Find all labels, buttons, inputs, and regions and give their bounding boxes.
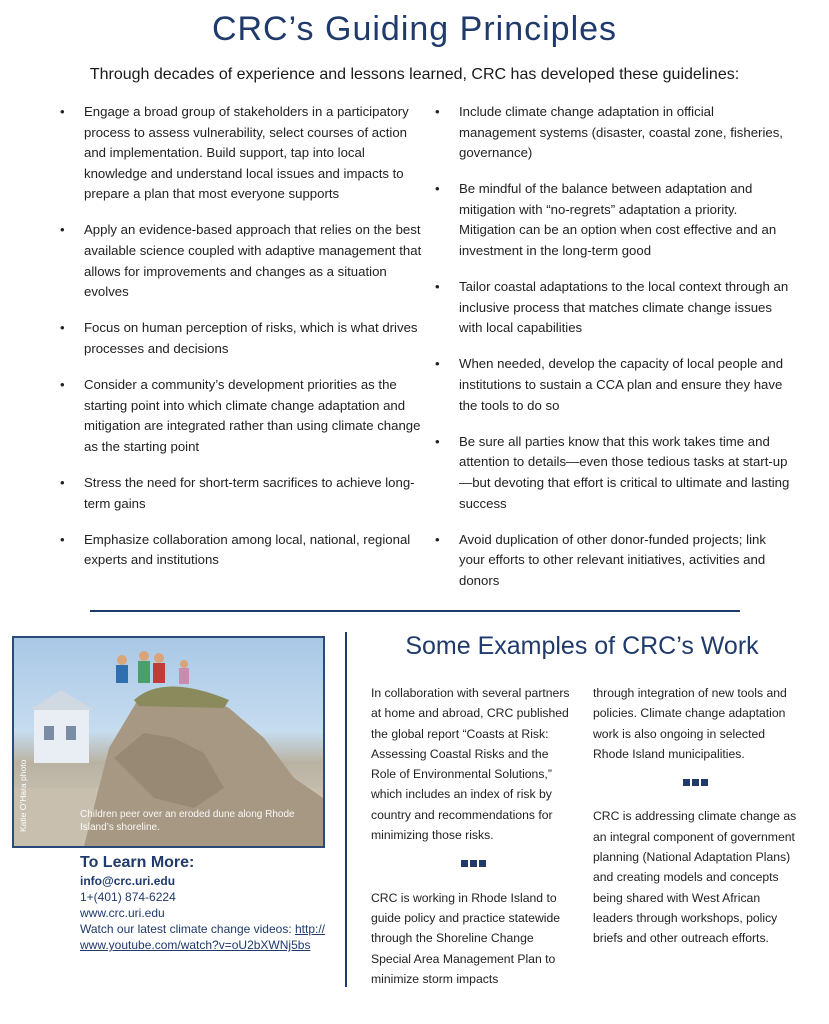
principle-item	[433, 102, 793, 164]
contact-website[interactable]: www.crc.uri.edu	[80, 906, 165, 920]
contact-phone: 1+(401) 874-6224	[80, 890, 176, 904]
principle-item	[58, 473, 423, 514]
bullet-icon: •	[435, 279, 440, 295]
house-window	[66, 726, 76, 740]
principle-text: Tailor coastal adaptations to the local context through an inclusive process that matches climate change issues with local capabilities	[459, 279, 789, 336]
child-figure	[179, 668, 189, 684]
principle-item	[433, 277, 793, 339]
child-figure	[116, 665, 128, 683]
principle-text: When needed, develop the capacity of local people and institutions to sustain a CCA plan and ensure they have the tools to do so	[459, 356, 784, 413]
bullet-icon: •	[60, 377, 65, 393]
principle-text: Be sure all parties know that this work takes time and attention to details—even those tedious tasks at start-up—but devoting that effort is critical to ultimate and lasting success	[459, 433, 790, 511]
examples-column-2	[593, 683, 798, 949]
child-figure	[138, 661, 150, 683]
principle-item	[58, 318, 423, 359]
bullet-icon: •	[60, 474, 65, 490]
principles-list-right	[433, 102, 793, 607]
bullet-icon: •	[435, 531, 440, 547]
principle-text: Emphasize collaboration among local, national, regional experts and institutions	[84, 531, 411, 568]
child-figure	[180, 660, 188, 668]
principle-text: Stress the need for short-term sacrifices to achieve long-term gains	[84, 474, 415, 511]
principle-item	[433, 530, 793, 592]
principle-text: Focus on human perception of risks, which is what drives processes and decisions	[84, 320, 418, 356]
dune-grass	[134, 687, 229, 709]
learn-more-heading: To Learn More:	[80, 854, 195, 871]
section-divider	[90, 610, 740, 612]
column-divider	[345, 632, 347, 987]
learn-more-box	[80, 853, 330, 953]
example-paragraph: CRC is working in Rhode Island to guide policy and practice statewide through the Shoreline Change Special Area Management Plan to minimize storm impacts	[371, 890, 561, 986]
house-window	[44, 726, 54, 740]
page-title: CRC’s Guiding Principles	[211, 10, 618, 48]
house-shape	[34, 708, 89, 763]
child-figure	[153, 663, 165, 683]
principle-item	[58, 530, 423, 571]
separator-icon	[593, 774, 798, 794]
bullet-icon: •	[435, 356, 440, 372]
videos-text	[80, 921, 330, 953]
principle-text: Avoid duplication of other donor-funded projects; link your efforts to other relevant initiatives, activities and donors	[459, 531, 766, 588]
house-roof	[29, 690, 94, 710]
videos-label: Watch our latest climate change videos:	[80, 922, 295, 936]
principle-text: Consider a community’s development priorities as the starting point into which climate change adaptation and mitigation are integrated rather than using climate change as the starting point	[84, 377, 421, 454]
bullet-icon: •	[60, 104, 65, 119]
example-paragraph: In collaboration with several partners at home and abroad, CRC published the global report “Coasts at Risk: Assessing Coastal Risks and the Role of Environmental Solutions,” which includes an index of risk by country and recommendations for minimizing those risks.	[371, 686, 570, 843]
photo-caption: Children peer over an eroded dune along Rhode Island’s shoreline.	[80, 809, 295, 833]
photo-credit: Katie O’Hara photo	[18, 759, 28, 832]
child-figure	[139, 651, 149, 661]
examples-title: Some Examples of CRC’s Work	[405, 632, 759, 660]
example-paragraph: through integration of new tools and policies. Climate change adaptation work is also ongoing in selected Rhode Island municipalities.	[593, 686, 787, 761]
contact-email[interactable]: info@crc.uri.edu	[80, 874, 176, 888]
bullet-icon: •	[60, 320, 65, 336]
child-figure	[117, 655, 127, 665]
bullet-icon: •	[60, 531, 65, 547]
principles-list-left	[58, 102, 423, 586]
principle-item	[433, 179, 793, 261]
principle-item	[58, 102, 423, 205]
bullet-icon: •	[60, 222, 65, 238]
principle-text: Be mindful of the balance between adaptation and mitigation with “no-regrets” adaptation a priority. Mitigation can be an option when cost effective and an investment in the long-term good	[459, 181, 777, 259]
youtube-link[interactable]: http://www.youtube.com/watch?v=oU2bXWNj5bs	[80, 922, 326, 952]
principle-item	[58, 220, 423, 302]
principle-text: Engage a broad group of stakeholders in a participatory process to assess vulnerability, select courses of action and implementation. Build support, tap into local knowledge and understand local issues and impacts to prepare a plan that most everyone supports	[84, 104, 409, 202]
principle-item	[433, 354, 793, 416]
bullet-icon: •	[435, 181, 440, 197]
bullet-icon: •	[435, 433, 440, 449]
principle-item	[433, 432, 793, 514]
principle-text: Include climate change adaptation in official management systems (disaster, coastal zone, fisheries, governance)	[459, 104, 783, 161]
examples-column-1	[371, 683, 576, 989]
separator-icon	[371, 855, 576, 875]
principle-item	[58, 375, 423, 457]
page-subtitle: Through decades of experience and lessons learned, CRC has developed these guidelines:	[89, 66, 740, 83]
bullet-icon: •	[435, 104, 440, 119]
principle-text: Apply an evidence-based approach that relies on the best available science coupled with adaptive management that allows for improvements and changes as a situation evolves	[84, 222, 422, 300]
example-paragraph: CRC is addressing climate change as an integral component of government planning (National Adaptation Plans) and creating models and concepts being shared with West African leaders through workshops, policy briefs and other outreach efforts.	[593, 809, 797, 946]
child-figure	[154, 653, 164, 663]
